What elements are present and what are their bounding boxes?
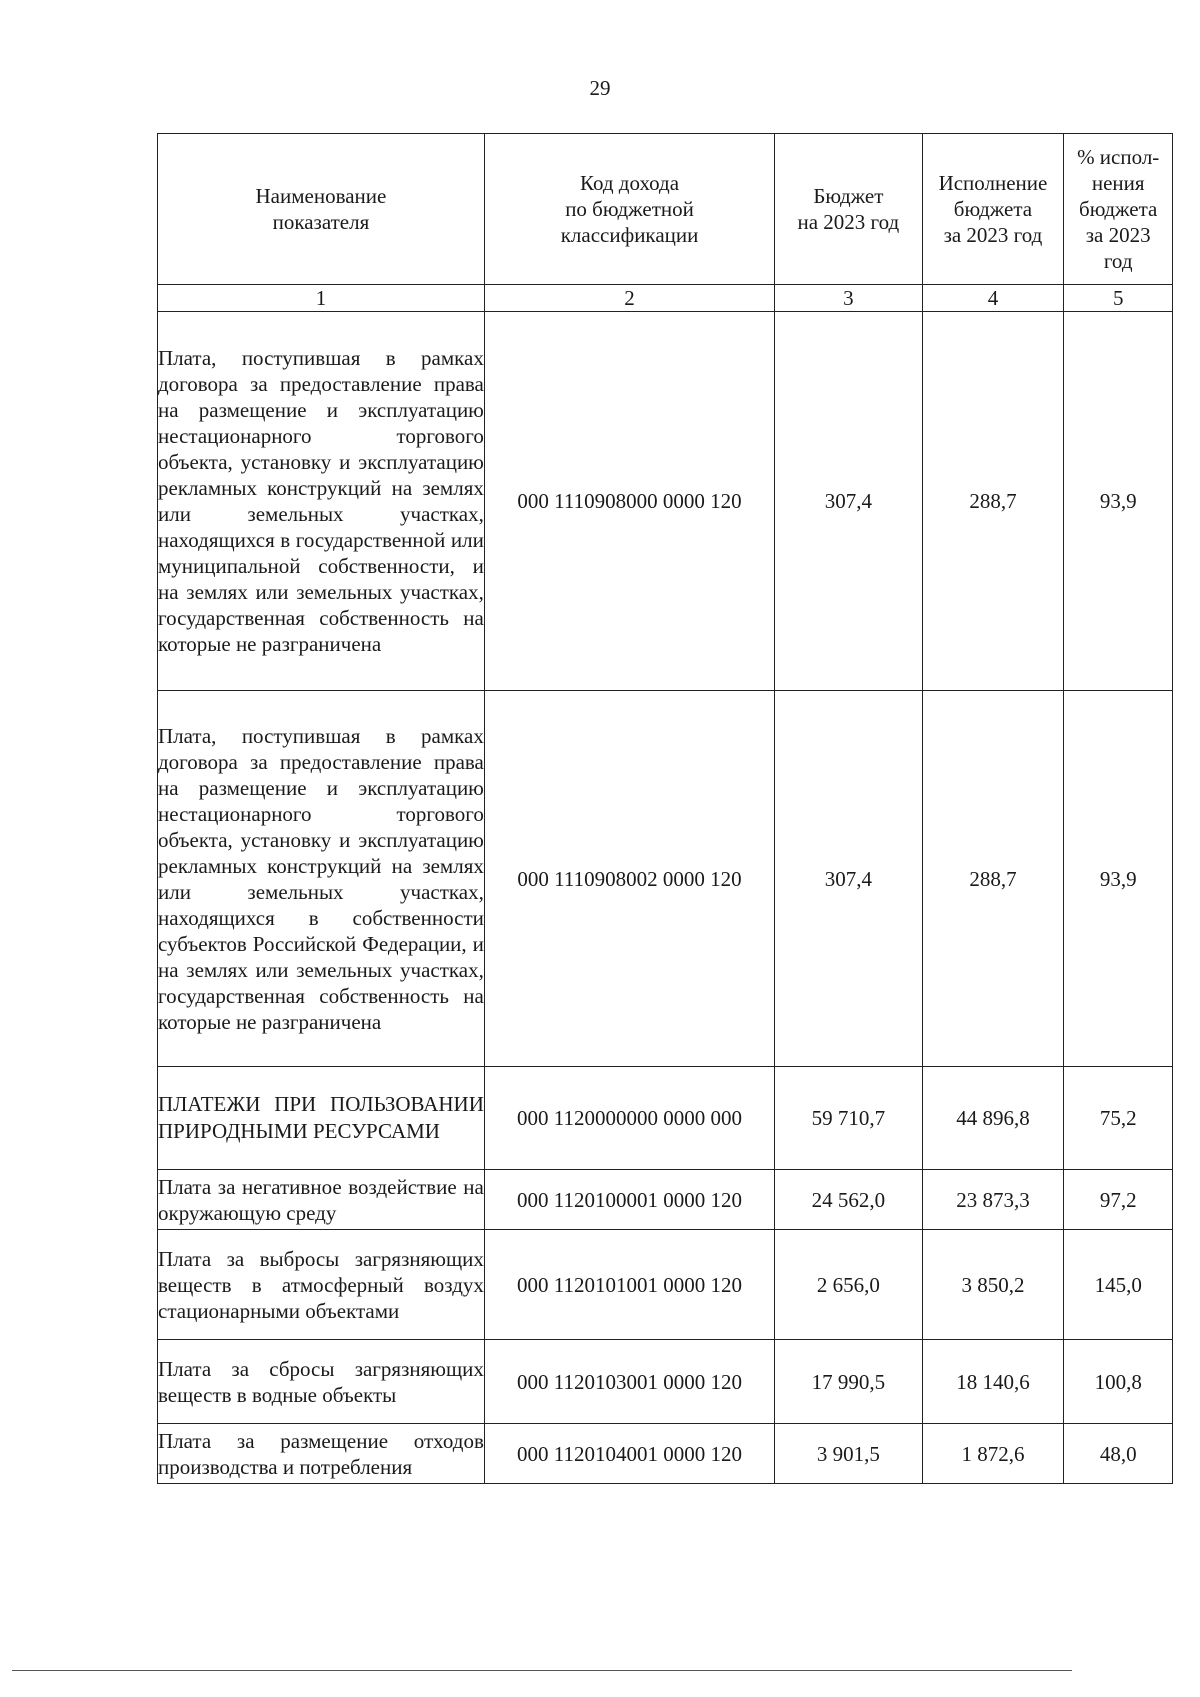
income-code: 000 1120103001 0000 120: [484, 1340, 774, 1424]
income-code: 000 1120100001 0000 120: [484, 1170, 774, 1230]
execution-percent: 93,9: [1064, 312, 1173, 691]
budget-value: 2 656,0: [775, 1230, 922, 1340]
budget-value: 17 990,5: [775, 1340, 922, 1424]
budget-execution-table: [157, 133, 1173, 1484]
income-code: 000 1110908002 0000 120: [484, 691, 774, 1067]
header-indicator-name: Наименование показателя: [158, 134, 485, 285]
execution-percent: 97,2: [1064, 1170, 1173, 1230]
indicator-name: Плата за выбросы загрязняющих веществ в атмосферный воздух стационарными объектами: [158, 1230, 485, 1340]
header-row: [158, 134, 1173, 285]
indicator-name: Плата за размещение отходов производства и потребления: [158, 1424, 485, 1484]
execution-value: 288,7: [922, 312, 1064, 691]
execution-percent: 48,0: [1064, 1424, 1173, 1484]
header-execution-2023: Исполнение бюджета за 2023 год: [922, 134, 1064, 285]
execution-value: 1 872,6: [922, 1424, 1064, 1484]
indicator-name: Плата за сбросы загрязняющих веществ в водные объекты: [158, 1340, 485, 1424]
column-index: 2: [484, 285, 774, 312]
income-code: 000 1120101001 0000 120: [484, 1230, 774, 1340]
budget-value: 307,4: [775, 691, 922, 1067]
page-number: 29: [589, 76, 611, 100]
column-index: 5: [1064, 285, 1173, 312]
budget-value: 59 710,7: [775, 1067, 922, 1170]
execution-percent: 145,0: [1064, 1230, 1173, 1340]
execution-value: 288,7: [922, 691, 1064, 1067]
table-row: [158, 691, 1173, 1067]
budget-value: 24 562,0: [775, 1170, 922, 1230]
header-execution-percent: % испол- нения бюджета за 2023 год: [1064, 134, 1173, 285]
table-row: [158, 1230, 1173, 1340]
execution-percent: 93,9: [1064, 691, 1173, 1067]
income-code: 000 1120104001 0000 120: [484, 1424, 774, 1484]
income-code: 000 1120000000 0000 000: [484, 1067, 774, 1170]
table-row: [158, 1340, 1173, 1424]
table-row: [158, 1424, 1173, 1484]
header-income-code: Код дохода по бюджетной классификации: [484, 134, 774, 285]
execution-value: 3 850,2: [922, 1230, 1064, 1340]
column-index-row: [158, 285, 1173, 312]
column-index: 3: [775, 285, 922, 312]
table-row: [158, 1067, 1173, 1170]
footer-divider: [12, 1670, 1072, 1671]
header-budget-2023: Бюджет на 2023 год: [775, 134, 922, 285]
budget-value: 3 901,5: [775, 1424, 922, 1484]
execution-value: 18 140,6: [922, 1340, 1064, 1424]
column-index: 1: [158, 285, 485, 312]
execution-value: 44 896,8: [922, 1067, 1064, 1170]
indicator-name: Плата, поступившая в рамках договора за предоставление права на размещение и эксплуатацию нестационарного торгового объекта, установку и эксплуатацию рекламных конструкций на землях или земельных участках, находящихся в собственности субъектов Российской Федерации, и на землях или земельных участках, государственная собственность на которые не разграничена: [158, 691, 485, 1067]
execution-value: 23 873,3: [922, 1170, 1064, 1230]
column-index: 4: [922, 285, 1064, 312]
table-row: [158, 1170, 1173, 1230]
execution-percent: 75,2: [1064, 1067, 1173, 1170]
indicator-name: ПЛАТЕЖИ ПРИ ПОЛЬЗОВАНИИ ПРИРОДНЫМИ РЕСУРСАМИ: [158, 1067, 485, 1170]
indicator-name: Плата, поступившая в рамках договора за предоставление права на размещение и эксплуатацию нестационарного торгового объекта, установку и эксплуатацию рекламных конструкций на землях или земельных участках, находящихся в государственной или муниципальной собственности, и на землях или земельных участках, государственная собственность на которые не разграничена: [158, 312, 485, 691]
table-row: [158, 312, 1173, 691]
execution-percent: 100,8: [1064, 1340, 1173, 1424]
income-code: 000 1110908000 0000 120: [484, 312, 774, 691]
indicator-name: Плата за негативное воздействие на окружающую среду: [158, 1170, 485, 1230]
budget-value: 307,4: [775, 312, 922, 691]
